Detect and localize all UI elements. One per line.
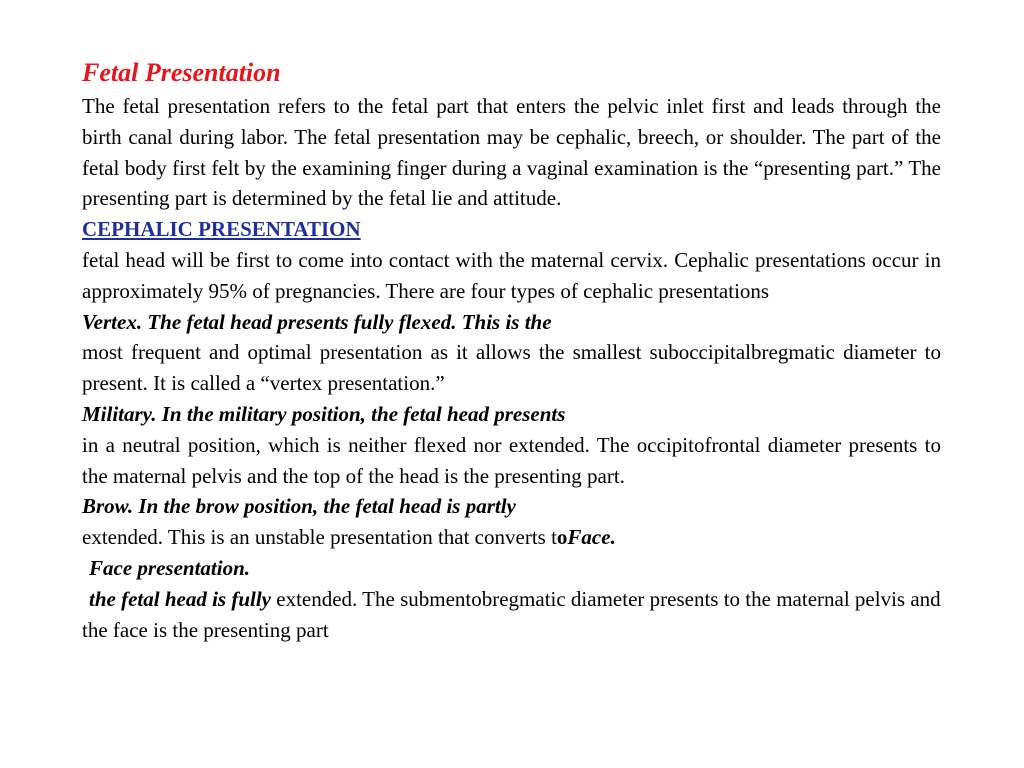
vertex-paragraph: most frequent and optimal presentation as it allows the smallest suboccipitalbregmatic diameter to present. It is called a “vertex presentation.” xyxy=(82,340,941,396)
face-heading: Face presentation. xyxy=(89,555,250,580)
face-text: extended. The submentobregmatic diameter presents to the maternal pelvis and the face is the presenting part xyxy=(82,586,941,642)
brow-paragraph xyxy=(82,522,941,553)
slide-content xyxy=(82,56,941,645)
face-paragraph xyxy=(82,584,941,646)
brow-text-bold: o xyxy=(556,525,568,550)
cephalic-paragraph: fetal head will be first to come into contact with the maternal cervix. Cephalic presentations occur in approximately 95% of pregnancies. There are four types of cephalic presentations xyxy=(82,247,941,303)
brow-heading: Brow. In the brow position, the fetal head is partly xyxy=(82,494,516,519)
vertex-heading: Vertex. The fetal head presents fully flexed. This is the xyxy=(82,309,552,334)
intro-paragraph: The fetal presentation refers to the fetal part that enters the pelvic inlet first and leads through the birth canal during labor. The fetal presentation may be cephalic, breech, or shoulder. The part of the fetal body first felt by the examining finger during a vaginal examination is the “presenting part.” The presenting part is determined by the fetal lie and attitude. xyxy=(82,94,941,211)
slide-title: Fetal Presentation xyxy=(82,58,281,87)
military-paragraph: in a neutral position, which is neither flexed nor extended. The occipitofrontal diameter presents to the maternal pelvis and the top of the head is the presenting part. xyxy=(82,432,941,488)
military-heading: Military. In the military position, the fetal head presents xyxy=(82,401,566,426)
brow-face-link-text: Face. xyxy=(567,525,616,550)
brow-text: extended. This is an unstable presentation that converts t xyxy=(82,525,557,550)
face-lead-text: the fetal head is fully xyxy=(89,586,271,611)
cephalic-presentation-heading: CEPHALIC PRESENTATION xyxy=(82,217,361,242)
